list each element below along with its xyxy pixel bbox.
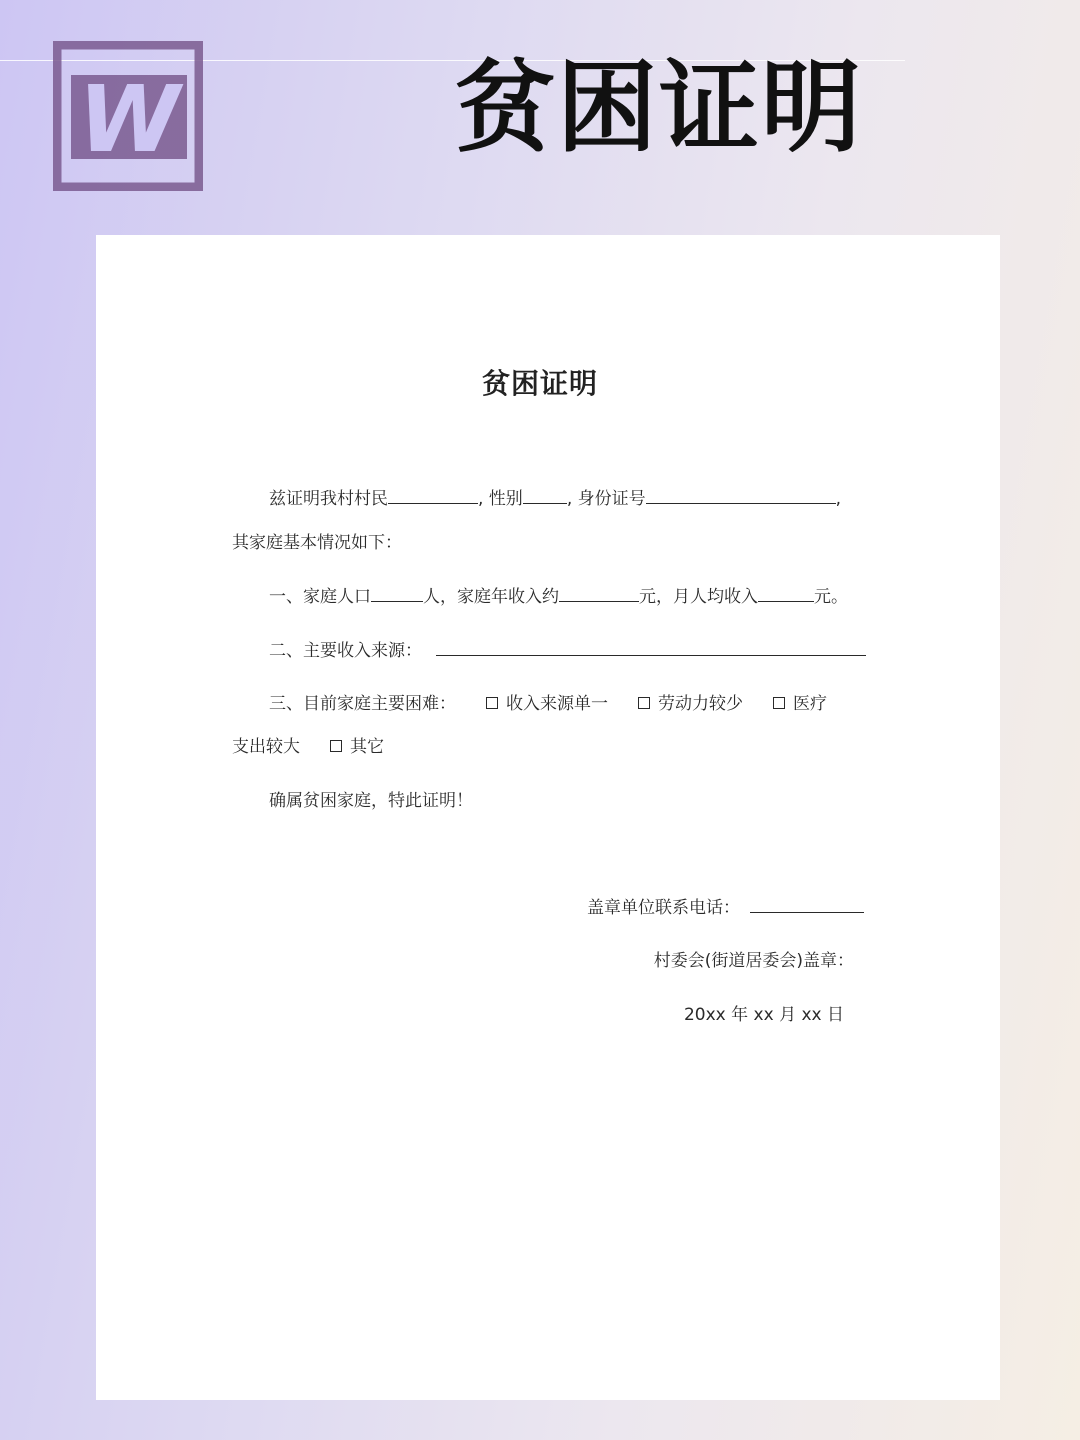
doc-text: , (835, 489, 842, 509)
blank-monthly-income (758, 585, 814, 602)
document-title: 贫困证明 (481, 367, 598, 400)
document-paper (96, 235, 1000, 1400)
doc-text: 一、家庭人口 (269, 587, 371, 607)
doc-line-1 (232, 484, 872, 509)
doc-text: , 性别 (478, 489, 523, 509)
option-label: 医疗 (793, 694, 827, 714)
blank-gender (523, 487, 567, 504)
blank-name (388, 487, 478, 504)
option-label: 收入来源单一 (506, 694, 608, 714)
checkbox-icon[interactable] (638, 697, 650, 709)
blank-annual-income (559, 585, 639, 602)
doc-text: 元。 (814, 587, 848, 607)
doc-text: 二、主要收入来源： (269, 641, 422, 661)
doc-line-6 (232, 732, 872, 757)
option-label: 劳动力较少 (658, 694, 743, 714)
doc-text: 确属贫困家庭，特此证明！ (269, 791, 473, 811)
doc-line-7 (232, 786, 872, 811)
blank-income-source (436, 639, 866, 656)
blank-phone (750, 896, 864, 913)
blank-id-number (646, 487, 836, 504)
seal-line: 村委会(街道居委会)盖章： (653, 951, 854, 971)
word-logo-icon (53, 41, 203, 191)
doc-text: 元，月人均收入 (639, 587, 758, 607)
doc-text: 人，家庭年收入约 (423, 587, 559, 607)
checkbox-icon[interactable] (773, 697, 785, 709)
doc-text: , 身份证号 (566, 489, 646, 509)
doc-text: 三、目前家庭主要困难： (269, 694, 456, 714)
blank-population (371, 585, 423, 602)
checkbox-icon[interactable] (330, 740, 342, 752)
phone-label: 盖章单位联系电话： (587, 898, 740, 918)
doc-line-5 (232, 689, 872, 714)
page-headline: 贫困证明 (455, 49, 863, 166)
doc-line-2: 其家庭基本情况如下： (232, 533, 402, 553)
option-label: 其它 (350, 737, 384, 757)
word-logo-letter: W (78, 66, 180, 173)
doc-text: 支出较大 (232, 737, 300, 757)
checkbox-icon[interactable] (486, 697, 498, 709)
doc-text: 兹证明我村村民 (269, 489, 388, 509)
doc-line-3 (232, 582, 872, 607)
date-line: 20xx 年 xx 月 xx 日 (683, 1005, 844, 1025)
doc-line-4 (232, 636, 872, 661)
phone-line (232, 893, 864, 918)
